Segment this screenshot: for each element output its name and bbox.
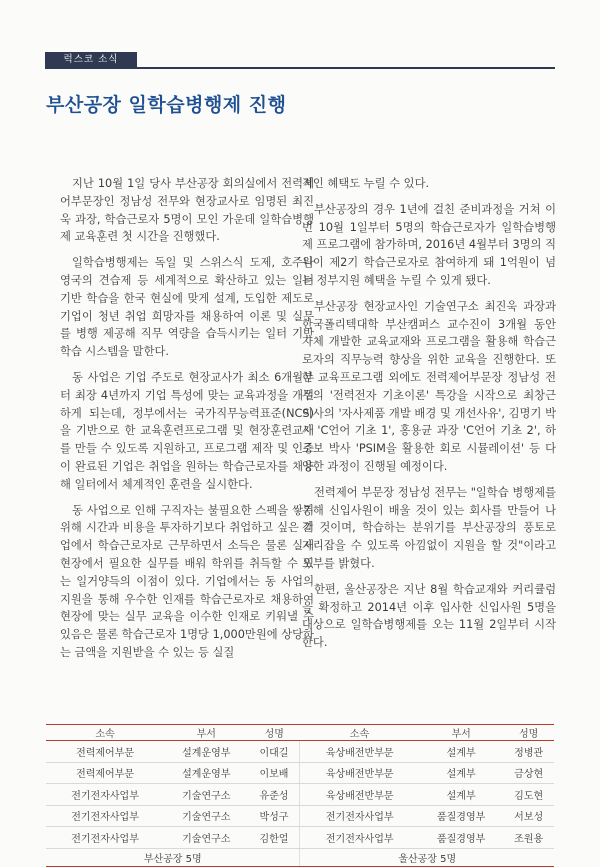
- paragraph: 한편, 울산공장은 지난 8월 학습교재와 커리큘럼을 확정하고 2014년 이후 입사한 신입사원 5명을 대상으로 일학습병행제를 오는 11월 2일부터 시작한다.: [302, 582, 556, 650]
- header-cell: 성명: [248, 725, 299, 741]
- header-cell: 소속: [300, 725, 419, 741]
- paragraph: 전력제어 부문장 정남성 전무는 "일학습 병행제를 통해 신입사원이 배울 것이 있는 회사를 만들어 나갈 것이며, 학습하는 분위기를 부산공장의 풍토로 자리잡을 수 있도록 아낌없이 지원을 할 것"이라고 포부를 밝혔다.: [302, 485, 556, 570]
- cell: 전기전자사업부: [300, 827, 419, 849]
- cell: 설계부: [419, 741, 503, 763]
- cell: 품질경영부: [419, 805, 503, 827]
- cell: 전기전자사업부: [46, 784, 164, 806]
- cell: 전기전자사업부: [46, 805, 164, 827]
- table-row: [46, 784, 554, 806]
- table-header-row: [46, 725, 554, 741]
- cell: 박성구: [248, 805, 299, 827]
- cell: 육상배전반부문: [300, 741, 419, 763]
- summary-ulsan: 울산공장 5명: [300, 848, 554, 866]
- table-row: [46, 762, 554, 784]
- cell: 김도현: [503, 784, 554, 806]
- table-row: [46, 827, 554, 849]
- paragraph: 적인 혜택도 누릴 수 있다.: [302, 177, 430, 190]
- cell: 이대길: [248, 741, 299, 763]
- cell: 전력제어부문: [46, 762, 164, 784]
- header-cell: 부서: [164, 725, 248, 741]
- table-row: [46, 741, 554, 763]
- cell: 설계운영부: [164, 741, 248, 763]
- cell: 정병관: [503, 741, 554, 763]
- cell: 품질경영부: [419, 827, 503, 849]
- paragraph: 동 사업은 기업 주도로 현장교사가 최소 6개월부터 최장 4년까지 기업 특성에 맞는 교육과정을 개설하게 되는데, 정부에서는 국가직무능력표준(NCS)을 기반으로 한 교육훈련프로그램 및 현장훈련교재를 만들 수 있도록 지원하고, 프로그램 제작 및 인증이 완료된 기업은 취업을 원하는 학습근로자를 채용해 일터에서 체계적인 훈련을 실시한다.: [60, 370, 314, 491]
- header-cell: 소속: [46, 725, 164, 741]
- paragraph: 동 사업으로 인해 구직자는 불필요한 스펙을 쌓기 위해 시간과 비용을 투자하기보다 취업하고 싶은 기업에서 학습근로자로 근무하면서 소득은 물론 실제 현장에서 필요한 실무를 배워 학위를 취득할 수 있는 일거양득의 이점이 있다. 기업에서는 동 사업의 지원을 통해 우수한 인재를 학습근로자로 채용하여 현장에 맞는 실무 교육을 이수한 인재로 키워낼 수 있음은 물론 학습근로자 1명당 1,000만원에 상당하는 금액을 지원받을 수 있는 등 실질: [60, 503, 314, 659]
- cell: 육상배전반부문: [300, 762, 419, 784]
- cell: 전기전자사업부: [46, 827, 164, 849]
- paragraph: 지난 10월 1일 당사 부산공장 회의실에서 전력제어부문장인 정남성 전무와 현장교사로 임명된 최진욱 과장, 학습근로자 5명이 모인 가운데 일학습병행제 교육훈련 첫 시간을 진행했다.: [60, 177, 314, 244]
- cell: 전력제어부문: [46, 741, 164, 763]
- cell: 금상현: [503, 762, 554, 784]
- cell: 김한얼: [248, 827, 299, 849]
- right-column: [302, 175, 556, 660]
- header-cell: 성명: [503, 725, 554, 741]
- header-rule: [45, 67, 555, 69]
- article-title: 부산공장 일학습병행제 진행: [46, 94, 287, 116]
- cell: 기술연구소: [164, 827, 248, 849]
- summary-row: [46, 848, 554, 866]
- cell: 설계부: [419, 762, 503, 784]
- header-cell: 부서: [419, 725, 503, 741]
- cell: 이보배: [248, 762, 299, 784]
- paragraph: 부산공장 현장교사인 기술연구소 최진욱 과장과 한국폴리텍대학 부산캠퍼스 교수진이 3개월 동안 자체 개발한 교육교재와 프로그램을 활용해 학습근로자의 직무능력 향상을 위한 교육을 진행한다. 또한 교육프로그램 외에도 전력제어부문장 정남성 전무의 '전력전자 기초이론' 특강을 시작으로 최창근 이사의 '자사제품 개발 배경 및 개선사유', 김명기 박사 'C언어 기초 1', 홍용균 과장 'C언어 기초 2', 하조보 박사 'PSIM을 활용한 회로 시뮬레이션' 등 다양한 과정이 진행될 예정이다.: [302, 299, 556, 473]
- summary-busan: 부산공장 5명: [46, 848, 300, 866]
- trainee-table: [46, 724, 554, 867]
- table-row: [46, 805, 554, 827]
- cell: 기술연구소: [164, 805, 248, 827]
- cell: 육상배전반부문: [300, 784, 419, 806]
- paragraph: 일학습병행제는 독일 및 스위스식 도제, 호주나 영국의 견습제 등 세계적으로 확산하고 있는 일터 기반 학습을 한국 현실에 맞게 설계, 도입한 제도로 기업이 청년 취업 희망자를 채용하여 이론 및 실무를 병행 제공해 직무 역량을 습득시키는 일터 기반 학습 시스템을 말한다.: [60, 256, 314, 359]
- left-column: [60, 175, 314, 670]
- paragraph: 부산공장의 경우 1년에 걸친 준비과정을 거쳐 이번 10월 1일부터 5명의 학습근로자가 일학습병행제 프로그램에 참가하며, 2016년 4월부터 3명의 직원이 제2기 학습근로자로 참여하게 돼 1억원이 넘는 정부지원 혜택을 누릴 수 있게 됐다.: [302, 202, 556, 287]
- cell: 서보성: [503, 805, 554, 827]
- cell: 설계부: [419, 784, 503, 806]
- cell: 전기전자사업부: [300, 805, 419, 827]
- section-tab: 럭스코 소식: [45, 52, 137, 68]
- cell: 조원용: [503, 827, 554, 849]
- cell: 기술연구소: [164, 784, 248, 806]
- cell: 설계운영부: [164, 762, 248, 784]
- cell: 유준성: [248, 784, 299, 806]
